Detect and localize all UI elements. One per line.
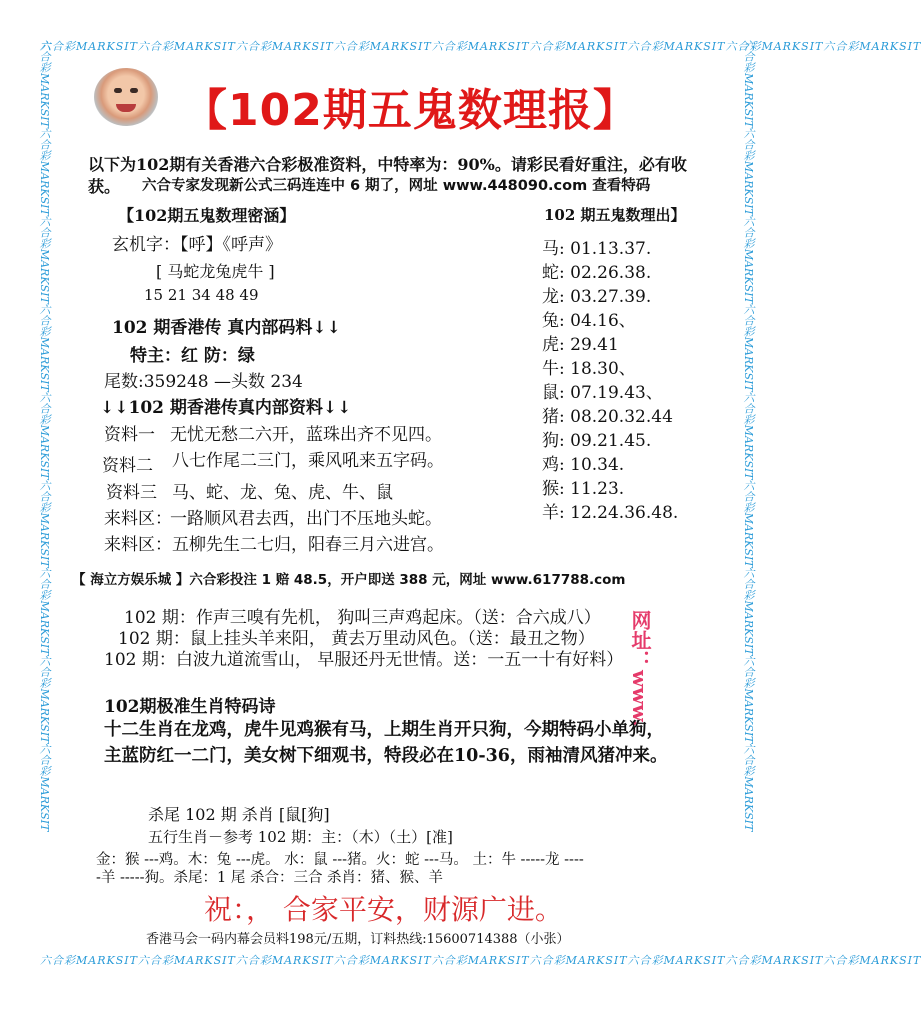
poem-text: 白波九道流雪山， 早服还丹无世情。送：一五一十有好料）	[175, 650, 624, 670]
right-row-7	[542, 378, 663, 403]
right-nums: 09.21.45.	[570, 431, 652, 451]
right-row-3	[542, 282, 651, 307]
avatar	[94, 68, 158, 126]
watermark-right: 六合彩MARKSIT六合彩MARKSIT六合彩MARKSIT六合彩MARKSIT六合彩MARKSIT六合彩MARKSIT六合彩MARKSIT六合彩MARKSIT六合彩MARKSIT	[742, 40, 755, 832]
poem-prefix: 102 期：	[124, 608, 196, 628]
zodiac-list: [ 马蛇龙兔虎牛 ]	[156, 262, 275, 281]
right-animal: 虎:	[542, 335, 565, 355]
right-nums: 29.41	[570, 335, 619, 355]
hk-heading-1: 102 期香港传 真内部码料↓↓	[112, 318, 341, 338]
weishu-text: 尾数:359248 —头数 234	[104, 372, 303, 392]
right-row-5	[542, 330, 619, 355]
right-nums: 07.19.43、	[570, 383, 663, 403]
kill-line: 杀尾 102 期 杀肖 [鼠[狗]	[148, 805, 330, 824]
right-row-6	[542, 354, 636, 379]
right-nums: 08.20.32.44	[570, 407, 673, 427]
xuanji-text: 玄机字：【呼】《呼声》	[112, 235, 282, 255]
page-title: 【102期五鬼数理报】	[183, 85, 638, 136]
avatar-eye-right	[130, 88, 138, 93]
right-animal: 马:	[542, 239, 565, 259]
right-animal: 龙:	[542, 287, 565, 307]
blessing-text: 祝：， 合家平安，财源广进。	[204, 893, 563, 926]
right-animal: 鼠:	[542, 383, 565, 403]
right-animal: 兔:	[542, 311, 565, 331]
right-row-10	[542, 450, 624, 475]
data-row-2-text: 八七作尾二三门，乘风吼来五字码。	[172, 451, 444, 471]
right-nums: 04.16、	[570, 311, 636, 331]
right-nums: 10.34.	[570, 455, 625, 475]
right-animal: 牛:	[542, 359, 565, 379]
wuxing-line: 五行生肖－参考 102 期：主：（木）（土）[准]	[148, 828, 453, 846]
avatar-mouth	[116, 104, 136, 112]
right-row-4	[542, 306, 636, 331]
poem-line-2: 主蓝防红一二门，美女树下细观书，特段必在10-36，雨袖清风猪冲来。	[104, 746, 668, 766]
data-row-5-text: 五柳先生二七归，阳春三月六进宫。	[172, 535, 444, 555]
poem-line-1: 十二生肖在龙鸡，虎牛见鸡猴有马，上期生肖开只狗，今期特码小单狗，	[104, 720, 664, 740]
data-row-4-label: 来料区：	[104, 509, 172, 529]
watermark-left: 六合彩MARKSIT六合彩MARKSIT六合彩MARKSIT六合彩MARKSIT六合彩MARKSIT六合彩MARKSIT六合彩MARKSIT六合彩MARKSIT六合彩MARKSIT	[38, 40, 51, 832]
right-heading: 102 期五鬼数理出】	[544, 206, 686, 224]
elements-line-1: 金：猴 ---鸡。木：兔 ---虎。 水：鼠 ---猪。火：蛇 ---马。 土：牛 -----龙 ----	[96, 852, 584, 868]
right-row-1	[542, 234, 651, 259]
intro-line-1: 以下为102期有关香港六合彩极准资料，中特率为：90%。请彩民看好重注，必有收	[88, 155, 687, 174]
avatar-eye-left	[114, 88, 122, 93]
intro-line-2a: 获。	[88, 177, 121, 196]
right-animal: 羊:	[542, 503, 565, 523]
ad-banner: 【 海立方娱乐城 】六合彩投注 1 赔 48.5，开户即送 388 元，网址 www.617788.com	[72, 572, 626, 588]
data-row-5-label: 来料区：	[104, 535, 172, 555]
poem-row-3	[104, 645, 623, 670]
right-animal: 狗:	[542, 431, 565, 451]
right-nums: 01.13.37.	[570, 239, 652, 259]
data-row-3-label: 资料三	[106, 483, 157, 503]
watermark-bottom: 六合彩MARKSIT六合彩MARKSIT六合彩MARKSIT六合彩MARKSIT六合彩MARKSIT六合彩MARKSIT六合彩MARKSIT六合彩MARKSIT六合彩MARKSIT	[40, 954, 921, 967]
right-nums: 12.24.36.48.	[570, 503, 679, 523]
footer-text: 香港马会一码内幕会员料198元/五期，订料热线:15600714388（小张）	[146, 932, 570, 947]
side-url: 网址：www.	[628, 610, 652, 727]
data-row-4-text: 一路顺风君去西，出门不压地头蛇。	[170, 509, 442, 529]
te-zhu-text: 特主：红 防：绿	[130, 346, 255, 366]
data-row-3-text: 马、蛇、龙、兔、虎、牛、鼠	[172, 483, 393, 503]
right-row-12	[542, 498, 678, 523]
poem-text: 鼠上挂头羊来阳， 黄去万里动风色。（送：最丑之物）	[189, 629, 595, 649]
right-animal: 鸡:	[542, 455, 565, 475]
right-row-2	[542, 258, 651, 283]
poem-prefix: 102 期：	[118, 629, 190, 649]
right-animal: 猴:	[542, 479, 565, 499]
intro-line-2b: 六合专家发现新公式三码连连中 6 期了，网址 www.448090.com 查看特码	[142, 178, 651, 194]
right-nums: 03.27.39.	[570, 287, 652, 307]
poem-text: 作声三嗅有先机， 狗叫三声鸡起床。（送：合六成八）	[195, 608, 601, 628]
elements-line-2: -羊 -----狗。杀尾：1 尾 杀合：三合 杀肖：猪、猴、羊	[96, 870, 444, 886]
poem-heading: 102期极准生肖特码诗	[104, 697, 276, 717]
right-row-9	[542, 426, 651, 451]
poem-prefix: 102 期：	[104, 650, 176, 670]
right-nums: 02.26.38.	[570, 263, 652, 283]
right-nums: 18.30、	[570, 359, 636, 379]
right-row-11	[542, 474, 624, 499]
data-row-1-label: 资料一	[104, 425, 155, 445]
data-row-2-label: 资料二	[102, 456, 153, 476]
right-row-8	[542, 402, 673, 427]
number-list: 15 21 34 48 49	[144, 286, 259, 304]
data-row-1-text: 无忧无愁二六开，蓝珠出齐不见四。	[170, 425, 442, 445]
right-animal: 蛇:	[542, 263, 565, 283]
watermark-top: 六合彩MARKSIT六合彩MARKSIT六合彩MARKSIT六合彩MARKSIT六合彩MARKSIT六合彩MARKSIT六合彩MARKSIT六合彩MARKSIT六合彩MARKSIT	[40, 40, 921, 53]
right-animal: 猪:	[542, 407, 565, 427]
left-heading: 【102期五鬼数理密涵】	[118, 206, 296, 225]
hk-heading-2: ↓↓102 期香港传真内部资料↓↓	[100, 398, 352, 418]
right-nums: 11.23.	[570, 479, 625, 499]
